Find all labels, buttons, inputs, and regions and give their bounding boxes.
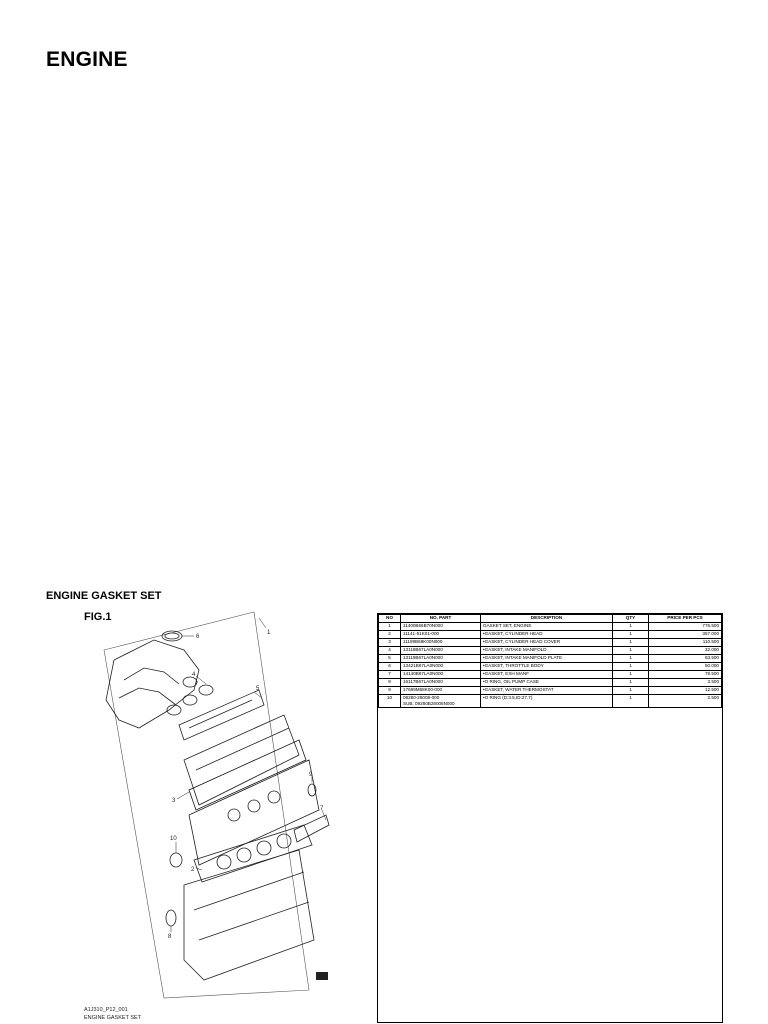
cell-no: 4 <box>379 647 401 655</box>
cell-price: 78.500 <box>649 671 722 679</box>
callout-8: 8 <box>168 934 172 940</box>
section-title: ENGINE GASKET SET <box>46 590 162 602</box>
cell-price: 110.500 <box>649 639 722 647</box>
cell-price: 63.500 <box>649 655 722 663</box>
cell-description: •O RING (D:3.5,ID:27.7) <box>481 695 613 708</box>
table-row <box>379 679 722 687</box>
cell-no: 9 <box>379 687 401 695</box>
intake-manifold-plate <box>179 690 264 740</box>
engine-gasket-diagram <box>84 610 364 1000</box>
cylinder-head-cover <box>184 715 299 805</box>
engine-block <box>184 850 314 980</box>
cell-price: 32.000 <box>649 647 722 655</box>
cell-description: •GASKET, THROTTLE BODY <box>481 663 613 671</box>
header-no: NO <box>379 615 401 623</box>
cell-price: 357.000 <box>649 631 722 639</box>
cell-part-number: 14140B67LA0N000 <box>401 671 481 679</box>
header-price: PRICE PER PCS <box>649 615 722 623</box>
cell-part-number: 17699M68K00-000 <box>401 687 481 695</box>
cell-part-number: 16117B67LA0N000 <box>401 679 481 687</box>
cell-qty: 1 <box>613 647 649 655</box>
cell-qty: 1 <box>613 695 649 708</box>
figure-label: FIG.1 <box>84 611 112 623</box>
cell-description: •GASKET, INTAKE MANIFOLD <box>481 647 613 655</box>
cell-no: 1 <box>379 623 401 631</box>
cell-part-number: 11189B68K00N000 <box>401 639 481 647</box>
callout-6: 6 <box>196 634 200 640</box>
cell-part-number: 11141-51K01-000 <box>401 631 481 639</box>
table-row <box>379 623 722 631</box>
cell-qty: 1 <box>613 671 649 679</box>
cell-part-number: 13118B67LA0N000 <box>401 647 481 655</box>
callout-3: 3 <box>172 798 176 804</box>
header-description: DESCRIPTION <box>481 615 613 623</box>
cell-no: 6 <box>379 663 401 671</box>
header-part-number: NO. PART <box>401 615 481 623</box>
cell-price: 12.500 <box>649 687 722 695</box>
cell-no: 8 <box>379 679 401 687</box>
callout-2: 2 <box>191 867 195 873</box>
cell-no: 3 <box>379 639 401 647</box>
callout-1: 1 <box>267 630 271 636</box>
cell-no: 10 <box>379 695 401 708</box>
cell-part-number <box>401 695 481 708</box>
table-row <box>379 687 722 695</box>
intake-manifold <box>106 640 199 728</box>
cylinder-head-gasket <box>194 825 312 882</box>
callout-9: 9 <box>309 772 313 778</box>
cell-qty: 1 <box>613 623 649 631</box>
callout-4: 4 <box>192 672 196 678</box>
cell-price: 776.500 <box>649 623 722 631</box>
part-number: 09280-28008-000 <box>403 695 440 700</box>
cell-no: 2 <box>379 631 401 639</box>
cell-part-number: 11400B66B70N000 <box>401 623 481 631</box>
header-qty: QTY <box>613 615 649 623</box>
table-header-row <box>379 615 722 623</box>
figure-code: A1J310_P12_001 <box>84 1007 128 1013</box>
figure-caption-text: ENGINE GASKET SET <box>84 1015 142 1021</box>
page-title: ENGINE <box>46 48 128 71</box>
table-row <box>379 647 722 655</box>
cell-qty: 1 <box>613 655 649 663</box>
oil-pump-o-ring <box>166 910 176 926</box>
cell-description: •GASKET, CYLINDER HEAD <box>481 631 613 639</box>
cell-qty: 1 <box>613 687 649 695</box>
cell-description: •O RING, OIL PUMP CASE <box>481 679 613 687</box>
parts-table <box>377 613 723 1023</box>
cell-description: •GASKET, EXH MANF <box>481 671 613 679</box>
figure-caption <box>84 1006 141 1022</box>
table-row <box>379 631 722 639</box>
cell-description: GASKET SET, ENGINE <box>481 623 613 631</box>
head-cover-gasket <box>189 740 306 810</box>
o-ring-10 <box>170 853 182 867</box>
cell-qty: 1 <box>613 639 649 647</box>
cell-price: 50.000 <box>649 663 722 671</box>
cell-part-number: 13119B67LA0N000 <box>401 655 481 663</box>
table-row <box>379 671 722 679</box>
substitute-part-number: SUB: 09280B28008N000 <box>403 701 455 706</box>
cell-description: •GASKET, INTAKE MANIFOLD PLATE <box>481 655 613 663</box>
cell-qty: 1 <box>613 631 649 639</box>
table-row <box>379 639 722 647</box>
cell-price: 2.500 <box>649 695 722 708</box>
cell-qty: 1 <box>613 663 649 671</box>
table-row <box>379 695 722 708</box>
cell-part-number: 13421B67LA0N000 <box>401 663 481 671</box>
cell-description: •GASKET, WATER THERMOSTAT <box>481 687 613 695</box>
table-row <box>379 663 722 671</box>
table-row <box>379 655 722 663</box>
callout-7: 7 <box>320 806 324 812</box>
cell-no: 5 <box>379 655 401 663</box>
cell-description: •GASKET, CYLINDER HEAD COVER <box>481 639 613 647</box>
cell-qty: 1 <box>613 679 649 687</box>
callout-10: 10 <box>170 836 177 842</box>
cell-price: 3.500 <box>649 679 722 687</box>
cell-no: 7 <box>379 671 401 679</box>
callout-5: 5 <box>256 686 260 692</box>
